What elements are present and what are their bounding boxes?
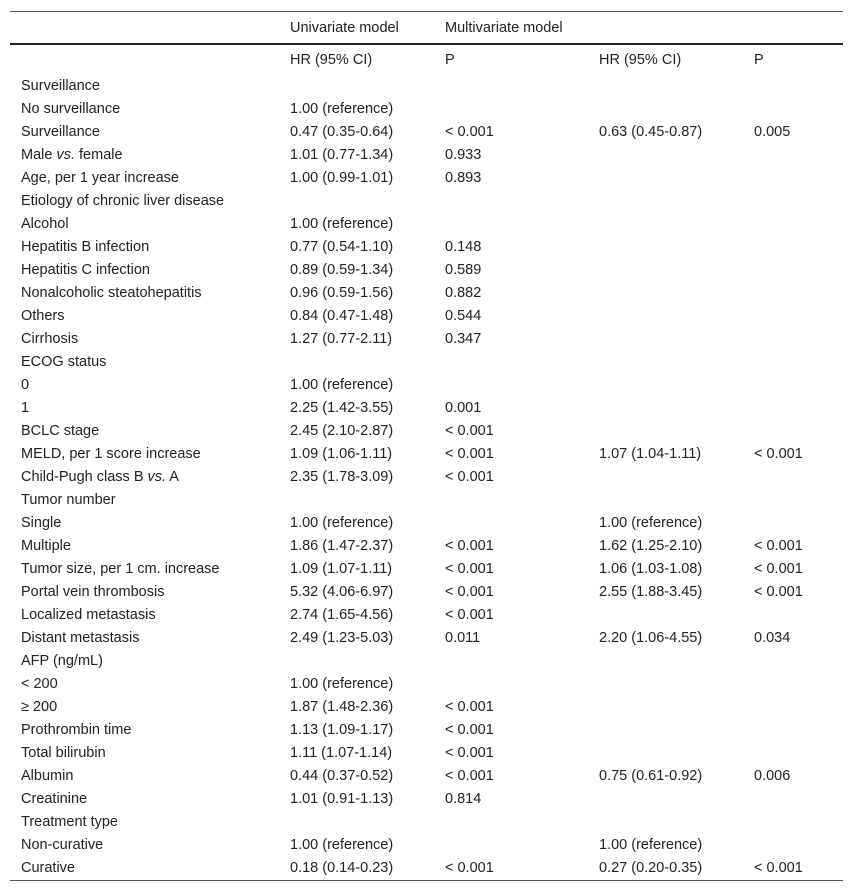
table-row: [10, 419, 843, 442]
multi-hr-cell: [588, 350, 743, 373]
header-sub-row: [10, 44, 843, 74]
multi-hr-cell: [588, 97, 743, 120]
row-label: Total bilirubin: [21, 744, 106, 761]
header-univariate: Univariate model: [279, 12, 434, 45]
multi-hr-cell: [588, 810, 743, 833]
uni-hr-cell: 1.86 (1.47-2.37): [290, 537, 394, 554]
multi-p-cell: [743, 212, 843, 235]
multi-p-cell: [743, 695, 843, 718]
uni-p-cell: < 0.001: [445, 583, 494, 600]
multi-p-cell: [743, 350, 843, 373]
row-label-part: A: [166, 468, 179, 485]
multi-hr-cell: 1.00 (reference): [599, 836, 703, 853]
uni-p-cell: < 0.001: [445, 123, 494, 140]
table-row: [10, 212, 843, 235]
multi-hr-cell: [588, 166, 743, 189]
uni-hr-cell: 1.09 (1.06-1.11): [290, 445, 393, 462]
uni-hr-cell: 1.00 (reference): [290, 514, 394, 531]
multi-p-cell: [743, 143, 843, 166]
row-label: ECOG status: [21, 353, 107, 370]
uni-p-cell: 0.001: [445, 399, 482, 416]
uni-hr-cell: 1.11 (1.07-1.14): [290, 744, 393, 761]
uni-p-cell: 0.011: [445, 629, 481, 646]
uni-p-cell: 0.814: [445, 790, 482, 807]
multi-p-cell: [743, 235, 843, 258]
uni-hr-cell: 1.87 (1.48-2.36): [290, 698, 394, 715]
multi-p-cell: [743, 97, 843, 120]
uni-hr-cell: 2.49 (1.23-5.03): [290, 629, 394, 646]
uni-p-cell: 0.882: [445, 284, 482, 301]
uni-hr-cell: 1.00 (0.99-1.01): [290, 169, 394, 186]
uni-hr-cell: [279, 488, 434, 511]
multi-hr-cell: [588, 304, 743, 327]
uni-p-cell: 0.589: [445, 261, 482, 278]
table-row: [10, 833, 843, 856]
table-row: [10, 856, 843, 881]
row-label: 1: [21, 399, 30, 416]
table-body: [10, 74, 843, 881]
uni-p-cell: [434, 488, 588, 511]
uni-p-cell: 0.347: [445, 330, 482, 347]
header-empty-cell: [10, 44, 279, 74]
uni-p-cell: [434, 833, 588, 856]
multi-p-cell: [743, 810, 843, 833]
multi-hr-cell: [588, 373, 743, 396]
multi-hr-cell: [588, 672, 743, 695]
table-row: [10, 74, 843, 97]
row-label: Creatinine: [21, 790, 88, 807]
row-label: Tumor number: [21, 491, 116, 508]
uni-p-cell: [434, 649, 588, 672]
uni-p-cell: [434, 672, 588, 695]
table-row: [10, 741, 843, 764]
row-label: [10, 143, 279, 166]
table-row: [10, 442, 843, 465]
multi-p-cell: < 0.001: [754, 583, 803, 600]
multi-hr-cell: 1.62 (1.25-2.10): [599, 537, 703, 554]
header-multi-p: P: [754, 51, 764, 68]
row-label: Multiple: [21, 537, 71, 554]
multi-p-cell: [743, 672, 843, 695]
row-label: Hepatitis B infection: [21, 238, 150, 255]
row-label: Portal vein thrombosis: [21, 583, 165, 600]
row-label: MELD, per 1 score increase: [21, 445, 201, 462]
table-row: [10, 258, 843, 281]
hazard-ratio-table-container: [10, 11, 843, 881]
table-row: [10, 143, 843, 166]
row-label: Single: [21, 514, 62, 531]
row-label: BCLC stage: [21, 422, 100, 439]
uni-hr-cell: 1.13 (1.09-1.17): [290, 721, 394, 738]
header-empty-cell: [743, 12, 843, 45]
multi-p-cell: [743, 258, 843, 281]
multi-p-cell: [743, 304, 843, 327]
uni-hr-cell: 0.96 (0.59-1.56): [290, 284, 394, 301]
hazard-ratio-table: [10, 11, 843, 881]
uni-hr-cell: 1.00 (reference): [290, 215, 394, 232]
row-label: 0: [21, 376, 30, 393]
table-row: [10, 97, 843, 120]
table-row: [10, 189, 843, 212]
row-label-part: female: [75, 146, 123, 163]
multi-p-cell: [743, 74, 843, 97]
table-row: [10, 649, 843, 672]
table-row: [10, 764, 843, 787]
table-header: [10, 12, 843, 75]
uni-p-cell: [434, 373, 588, 396]
multi-hr-cell: [588, 143, 743, 166]
header-uni-hr: HR (95% CI): [290, 51, 373, 68]
row-label: Localized metastasis: [21, 606, 156, 623]
uni-p-cell: [434, 810, 588, 833]
multi-p-cell: [743, 718, 843, 741]
row-label: Distant metastasis: [21, 629, 140, 646]
uni-hr-cell: [279, 649, 434, 672]
multi-hr-cell: 1.06 (1.03-1.08): [599, 560, 703, 577]
multi-hr-cell: [588, 695, 743, 718]
multi-p-cell: 0.005: [754, 123, 791, 140]
row-label: AFP (ng/mL): [21, 652, 103, 669]
multi-p-cell: [743, 281, 843, 304]
uni-hr-cell: 1.09 (1.07-1.11): [290, 560, 393, 577]
row-label: Curative: [10, 856, 279, 881]
header-uni-p: P: [445, 51, 455, 68]
row-label: Cirrhosis: [21, 330, 79, 347]
uni-hr-cell: 1.27 (0.77-2.11): [290, 330, 393, 347]
uni-p-cell: < 0.001: [445, 744, 494, 761]
uni-p-cell: < 0.001: [434, 856, 588, 881]
uni-hr-cell: 1.01 (0.77-1.34): [290, 146, 394, 163]
row-label: [10, 465, 279, 488]
multi-p-cell: [743, 833, 843, 856]
multi-p-cell: 0.034: [754, 629, 791, 646]
multi-p-cell: [743, 488, 843, 511]
uni-p-cell: [434, 189, 588, 212]
header-empty-cell: [10, 12, 279, 45]
table-row: [10, 557, 843, 580]
table-row: [10, 166, 843, 189]
uni-hr-cell: 1.00 (reference): [290, 376, 394, 393]
uni-p-cell: 0.148: [445, 238, 482, 255]
uni-hr-cell: 0.47 (0.35-0.64): [290, 123, 394, 140]
uni-hr-cell: 1.00 (reference): [290, 836, 394, 853]
uni-p-cell: [434, 511, 588, 534]
table-row: [10, 235, 843, 258]
uni-p-cell: [434, 74, 588, 97]
row-label: Etiology of chronic liver disease: [21, 192, 225, 209]
table-row: [10, 281, 843, 304]
uni-hr-cell: [279, 810, 434, 833]
multi-p-cell: 0.006: [754, 767, 791, 784]
multi-hr-cell: 1.00 (reference): [599, 514, 703, 531]
row-label: No surveillance: [21, 100, 121, 117]
uni-p-cell: [434, 212, 588, 235]
multi-p-cell: < 0.001: [754, 560, 803, 577]
row-label-italic: vs.: [56, 146, 75, 163]
uni-p-cell: < 0.001: [445, 537, 494, 554]
table-row: [10, 603, 843, 626]
multi-p-cell: [743, 741, 843, 764]
multi-p-cell: [743, 465, 843, 488]
row-label-part: Child-Pugh class B: [21, 468, 148, 485]
row-label-part: Male: [21, 146, 57, 163]
multi-hr-cell: [588, 741, 743, 764]
row-label: ≥ 200: [21, 698, 58, 715]
row-label: Alcohol: [21, 215, 69, 232]
uni-hr-cell: [279, 74, 434, 97]
uni-p-cell: [434, 97, 588, 120]
uni-p-cell: < 0.001: [445, 468, 494, 485]
table-row: [10, 327, 843, 350]
row-label-italic: vs.: [147, 468, 167, 485]
multi-p-cell: [743, 166, 843, 189]
multi-p-cell: [743, 787, 843, 810]
table-row: [10, 810, 843, 833]
table-row: [10, 695, 843, 718]
uni-p-cell: < 0.001: [445, 606, 494, 623]
table-row: [10, 718, 843, 741]
multi-hr-cell: 2.55 (1.88-3.45): [599, 583, 703, 600]
row-label: Surveillance: [21, 123, 100, 140]
multi-hr-cell: [588, 189, 743, 212]
uni-p-cell: < 0.001: [445, 721, 494, 738]
table-row: [10, 534, 843, 557]
multi-hr-cell: [588, 327, 743, 350]
multi-hr-cell: [588, 488, 743, 511]
uni-hr-cell: 2.35 (1.78-3.09): [290, 468, 394, 485]
table-row: [10, 396, 843, 419]
multi-hr-cell: [588, 718, 743, 741]
row-label: Albumin: [21, 767, 74, 784]
uni-hr-cell: 0.18 (0.14-0.23): [279, 856, 434, 881]
uni-p-cell: < 0.001: [445, 767, 494, 784]
uni-p-cell: [434, 350, 588, 373]
table-row: [10, 373, 843, 396]
uni-p-cell: 0.544: [445, 307, 482, 324]
multi-hr-cell: [588, 787, 743, 810]
uni-hr-cell: [279, 350, 434, 373]
table-row: [10, 465, 843, 488]
multi-hr-cell: 0.27 (0.20-0.35): [588, 856, 743, 881]
row-label: Prothrombin time: [21, 721, 132, 738]
multi-hr-cell: 2.20 (1.06-4.55): [599, 629, 703, 646]
row-label: Others: [21, 307, 65, 324]
uni-hr-cell: 2.45 (2.10-2.87): [290, 422, 394, 439]
uni-p-cell: < 0.001: [445, 445, 494, 462]
multi-hr-cell: 0.75 (0.61-0.92): [599, 767, 703, 784]
uni-p-cell: 0.893: [445, 169, 482, 186]
uni-p-cell: < 0.001: [445, 560, 494, 577]
table-row: [10, 626, 843, 649]
multi-p-cell: [743, 373, 843, 396]
uni-hr-cell: 1.01 (0.91-1.13): [290, 790, 394, 807]
row-label: < 200: [21, 675, 58, 692]
multi-p-cell: < 0.001: [754, 537, 803, 554]
uni-hr-cell: 5.32 (4.06-6.97): [290, 583, 394, 600]
table-row: [10, 511, 843, 534]
multi-p-cell: [743, 189, 843, 212]
multi-p-cell: < 0.001: [743, 856, 843, 881]
multi-hr-cell: [588, 649, 743, 672]
multi-hr-cell: [588, 603, 743, 626]
uni-p-cell: 0.933: [445, 146, 482, 163]
multi-p-cell: [743, 396, 843, 419]
header-multivariate: Multivariate model: [434, 12, 588, 45]
multi-hr-cell: [588, 74, 743, 97]
uni-hr-cell: 2.74 (1.65-4.56): [290, 606, 394, 623]
multi-hr-cell: [588, 419, 743, 442]
multi-hr-cell: [588, 465, 743, 488]
row-label: Age, per 1 year increase: [21, 169, 179, 186]
multi-p-cell: [743, 649, 843, 672]
header-multi-hr: HR (95% CI): [599, 51, 682, 68]
table-row: [10, 672, 843, 695]
uni-hr-cell: 2.25 (1.42-3.55): [290, 399, 394, 416]
multi-hr-cell: [588, 212, 743, 235]
multi-hr-cell: 1.07 (1.04-1.11): [599, 445, 702, 462]
row-label: Surveillance: [21, 77, 100, 94]
row-label: Nonalcoholic steatohepatitis: [21, 284, 202, 301]
multi-hr-cell: 0.63 (0.45-0.87): [599, 123, 703, 140]
uni-p-cell: < 0.001: [445, 698, 494, 715]
uni-hr-cell: 0.84 (0.47-1.48): [290, 307, 394, 324]
row-label: Treatment type: [21, 813, 118, 830]
table-row: [10, 304, 843, 327]
header-empty-cell: [588, 12, 743, 45]
table-row: [10, 120, 843, 143]
table-row: [10, 580, 843, 603]
multi-hr-cell: [588, 235, 743, 258]
multi-p-cell: [743, 511, 843, 534]
row-label: Non-curative: [21, 836, 104, 853]
table-row: [10, 350, 843, 373]
multi-p-cell: [743, 419, 843, 442]
row-label: Tumor size, per 1 cm. increase: [21, 560, 220, 577]
multi-p-cell: [743, 327, 843, 350]
multi-hr-cell: [588, 258, 743, 281]
multi-p-cell: [743, 603, 843, 626]
multi-hr-cell: [588, 396, 743, 419]
uni-hr-cell: 0.44 (0.37-0.52): [290, 767, 394, 784]
uni-hr-cell: 0.77 (0.54-1.10): [290, 238, 394, 255]
multi-hr-cell: [588, 281, 743, 304]
table-row: [10, 787, 843, 810]
uni-hr-cell: 1.00 (reference): [290, 100, 394, 117]
table-row: [10, 488, 843, 511]
uni-hr-cell: 0.89 (0.59-1.34): [290, 261, 394, 278]
header-group-row: [10, 12, 843, 45]
uni-p-cell: < 0.001: [445, 422, 494, 439]
uni-hr-cell: [279, 189, 434, 212]
row-label: Hepatitis C infection: [21, 261, 150, 278]
uni-hr-cell: 1.00 (reference): [290, 675, 394, 692]
multi-p-cell: < 0.001: [754, 445, 803, 462]
